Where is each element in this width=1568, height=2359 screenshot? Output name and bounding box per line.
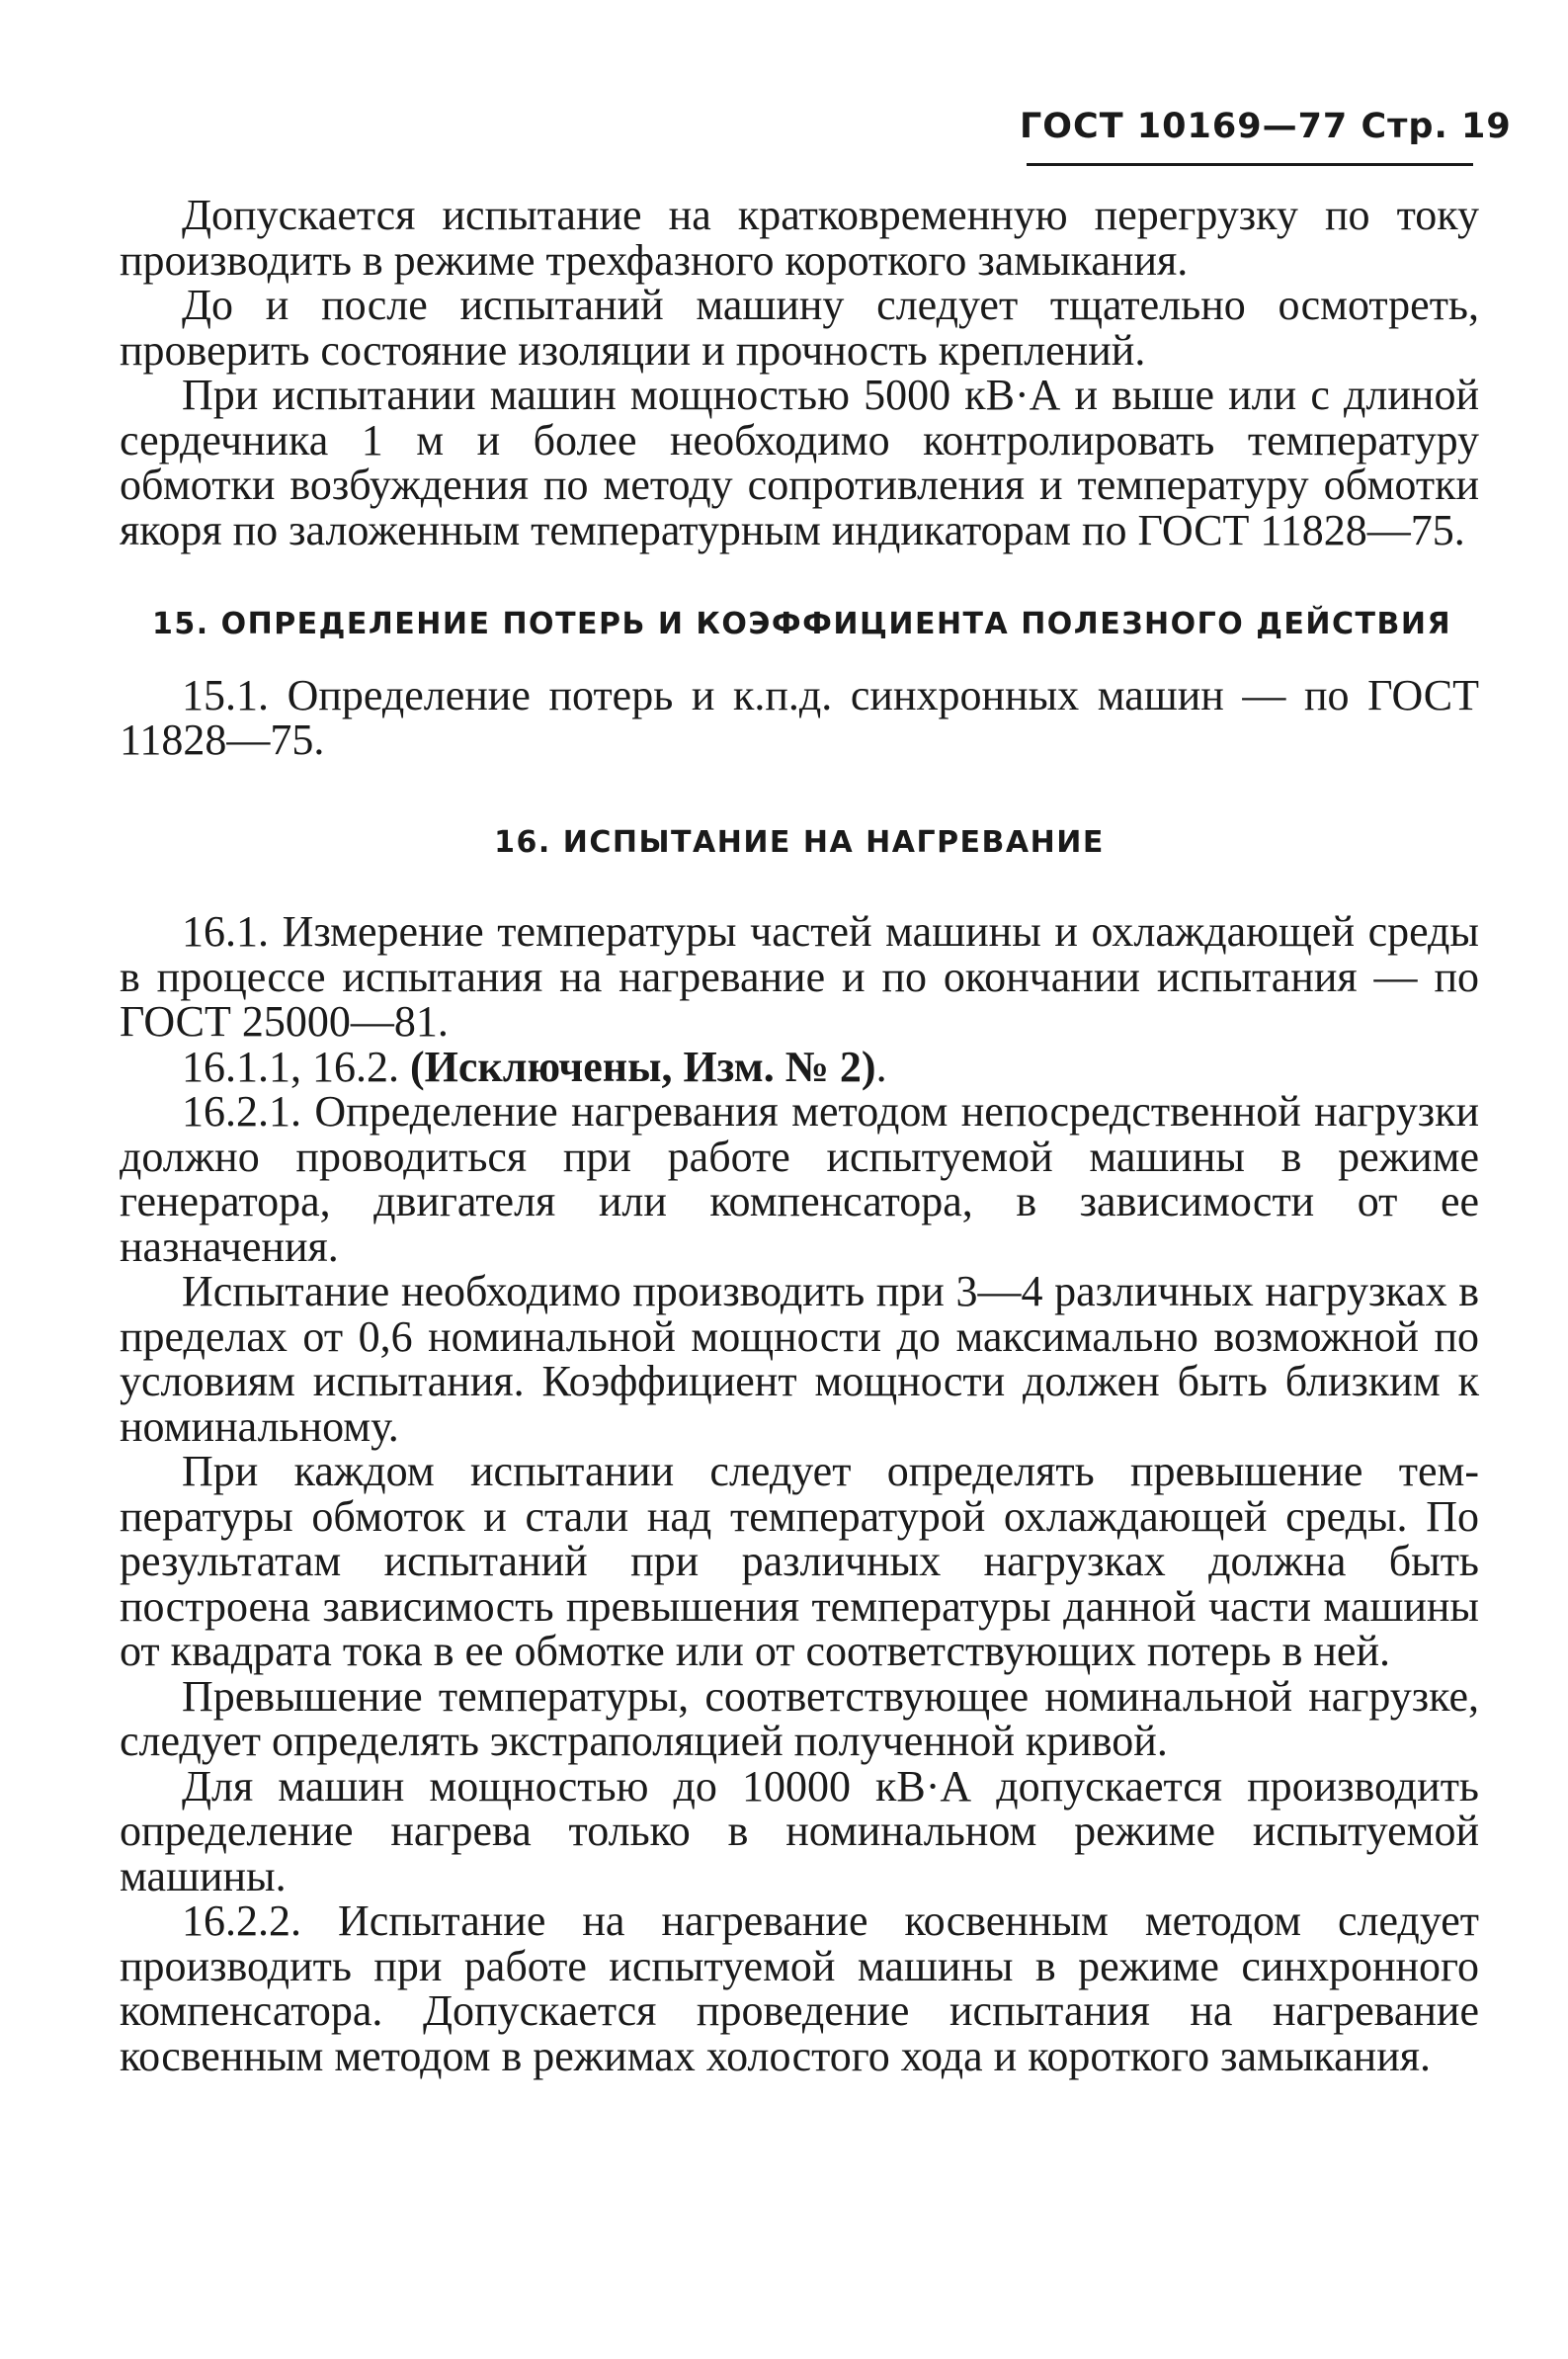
paragraph-extrapolation: Превышение температуры, соответствующее номинальной нагрузке, следует определять экстраполяцией полученной кривой. (120, 1671, 1479, 1765)
paragraph-16-1-1-prefix: 16.1.1, 16.2. (182, 1042, 410, 1091)
paragraph-16-2-1: 16.2.1. Определение нагревания методом непосредственной нагрузки должно проводиться при работе испытуемой машины в режиме генератора, двигателя или компенсатора, в зависимости от ее назначения. (120, 1087, 1479, 1271)
paragraph-small-machines: Для машин мощностью до 10000 кВ·А допускается производить определение нагрева только в номинальном режиме испытуемой машины. (120, 1761, 1479, 1900)
document-body (120, 193, 1479, 2078)
paragraph-16-2-2: 16.2.2. Испытание на нагревание косвенным методом следует производить при работе испытуемой машины в режиме синхронного компенсатора. Допускается проведение испытания на нагревание косвенным методом в режимах холостого хода и короткого замыкания. (120, 1896, 1479, 2080)
paragraph-16-1-1-suffix: . (875, 1042, 887, 1091)
paragraph-16-1-1-excluded: (Исключены, Изм. № 2) (410, 1042, 876, 1091)
page-header: ГОСТ 10169—77 Стр. 19 (1020, 107, 1512, 146)
section-16-heading: 16. ИСПЫТАНИЕ НА НАГРЕВАНИЕ (494, 824, 1105, 860)
header-rule (1027, 163, 1473, 166)
paragraph-test-loads: Испытание необходимо производить при 3—4 различных нагрузках в пределах от 0,6 номинальной мощности до максимально возможной по условиям испытания. Коэффициент мощности должен быть близким к номинальному. (120, 1267, 1479, 1451)
paragraph-15-1: 15.1. Определение потерь и к.п.д. синхронных машин — по ГОСТ 11828—75. (120, 670, 1479, 764)
paragraph-inspection: До и после испытаний машину следует тщательно осмотреть, проверить состояние изоляции и прочность креплений. (120, 281, 1479, 375)
paragraph-16-1: 16.1. Измерение температуры частей машины и охлаждающей среды в процессе испытания на нагревание и по окончании испытания — по ГОСТ 25000—81. (120, 907, 1479, 1046)
paragraph-temperature-control: При испытании машин мощностью 5000 кВ·А и выше или с длиной сердечника 1 м и более необходимо контролировать температуру обмотки возбуждения по методу сопротивления и температуру обмотки якоря по заложенным температурным индикаторам по ГОСТ 11828—75. (120, 371, 1479, 554)
paragraph-overload-test: Допускается испытание на кратковременную перегрузку по току производить в режиме трехфазного короткого замыкания. (120, 191, 1479, 285)
section-15-heading: 15. ОПРЕДЕЛЕНИЕ ПОТЕРЬ И КОЭФФИЦИЕНТА ПОЛЕЗНОГО ДЕЙСТВИЯ (152, 607, 1452, 641)
paragraph-each-test: При каждом испытании следует определять превышение температуры обмоток и стали над температурой охлаждающей среды. По результатам испытаний при различных нагрузках должна быть построена зависимость превышения температуры данной части машины от квадрата тока в ее обмотке или от соответствующих потерь в ней. (120, 1447, 1479, 1675)
paragraph-16-1-1 (120, 1042, 1479, 1091)
